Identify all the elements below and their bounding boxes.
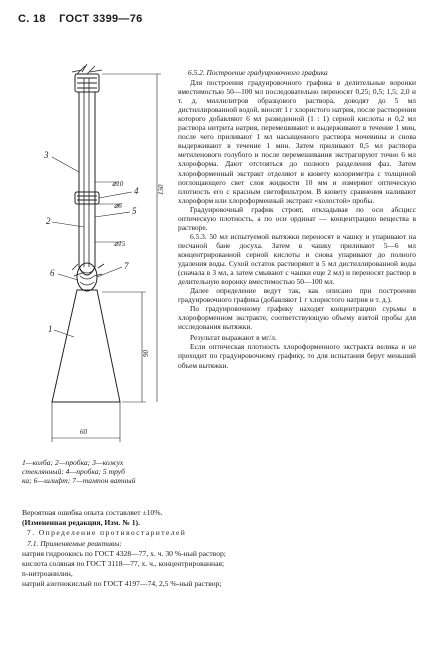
dim-10: ⌀10 <box>112 180 124 188</box>
dim-15: ⌀15 <box>114 240 126 248</box>
caption-line: 1—колба; 2—пробка; 3—кожух <box>22 458 124 467</box>
section-heading-652: 6.5.2. Построение градуировочного графика <box>188 68 328 77</box>
callout-3: 3 <box>44 150 49 160</box>
paragraph-653: 6.5.3. 50 мл испытуемой вытяжки переносят в чашку и упаривают на песчаной бане досуха. Затем в чашку приливают 5—6 мл концентрированной серной кислоты и снова упаривают до полного удаления воды. Сухой остаток растворяют в 5 мл дистиллированной воды (сначала в 3 мл, а затем смывают с чашки еще 2 мл) и переносят раствор в делительную воронку вместимостью 50—100 мл. <box>178 231 416 287</box>
bottom-block <box>22 508 417 590</box>
figure-caption <box>22 458 174 486</box>
section-71-title: 7.1. Применяемые реактивы: <box>27 538 122 548</box>
apparatus-figure <box>22 62 182 460</box>
dim-90: 90 <box>142 350 150 357</box>
page-number: С. 18 <box>18 13 46 25</box>
paragraph-concentration: По градуировочному графику находят концентрацию сурьмы в хлороформенном экстракте, соответствующую объему взятой пробы для исследования вытяжки. <box>178 304 416 332</box>
callout-4: 4 <box>134 186 139 196</box>
page-header <box>18 13 153 25</box>
amendment-note: (Измененная редакция, Изм. № 1). <box>22 518 140 528</box>
dim-150: 150 <box>157 184 165 195</box>
reagent-item: кислота соляная по ГОСТ 3118—77, х. ч., концентрированная; <box>22 559 225 569</box>
standard-code: ГОСТ 3399—76 <box>59 13 143 25</box>
callout-5: 5 <box>132 206 137 216</box>
callout-1: 1 <box>48 324 53 334</box>
reagent-item: n-нитроанилин, <box>22 569 73 579</box>
reagent-item: натрия гидроокись по ГОСТ 4328—77, х. ч. 30 %-ный раствор; <box>22 548 226 558</box>
callout-2: 2 <box>46 216 51 226</box>
dim-6: ⌀6 <box>114 202 122 210</box>
error-line: Вероятная ошибка опыта составляет ±10%. <box>22 508 163 517</box>
callout-7: 7 <box>124 261 129 271</box>
reagent-item: натрий азотнокислый по ГОСТ 4197—74, 2,5 %-ный раствор; <box>22 579 222 589</box>
dim-60: 60 <box>80 428 87 436</box>
paragraph-result-units: Результат выражают в мг/л. <box>190 333 277 343</box>
right-column <box>178 68 416 370</box>
callout-6: 6 <box>50 268 55 278</box>
caption-line: стеклянный; 4—пробка; 5 труб <box>22 467 125 477</box>
paragraph-high-density: Если оптическая плотность хлороформенного экстракта велика и не проходит по градуировочному графику, то для испытания берут меньший объем вытяжки. <box>178 342 416 370</box>
paragraph-calibration-procedure: Для построения градуировочного графика в делительные воронки вместимостью 50—100 мл последовательно переносят 0,25; 0,5; 1,5; 2,0 и т. д. миллилитров образцового раствора, доводят до 5 мл дистиллированной водой, вносят 1 г хлористого натрия, после растворения которого добавляют 6 мл разведенной (1 : 1) серной кислоты и 0,2 мл раствора нитрита натрия, перемешивают и выдерживают в течение 1 мин, после чего приливают 1 мл насыщенного раствора мочевины и снова выдерживают в течение 1 мин. Затем приливают 0,5 мл раствора метиленового голубого и после перемешивания экстрагируют точно 6 мл хлороформа. Дают отстояться до полного разделения фаз. Затем хлороформенный экстракт отделяют в кювету колориметра с толщиной поглощающего свет слоя жидкости 10 мм и измеряют оптическую плотность его с красным светофильтром. В кювету сравнения наливают хлороформ или хлороформенный экстракт «холостой» пробы. <box>178 78 416 205</box>
section-7-title: 7. Определение противостарителей <box>27 528 187 538</box>
paragraph-calibration-graph: Градуировочный график строят, откладывая по оси абсцисс оптическую плотность, а по оси ординат — концентрацию вещества в растворе. <box>178 204 416 232</box>
caption-line: ка; 6—шлифт; 7—тампон ватный <box>22 476 136 486</box>
paragraph-further-determination: Далее определение ведут так, как описано при построении градуировочного графика (добавляют 1 г хлористого натрия и т. д.). <box>178 286 416 305</box>
